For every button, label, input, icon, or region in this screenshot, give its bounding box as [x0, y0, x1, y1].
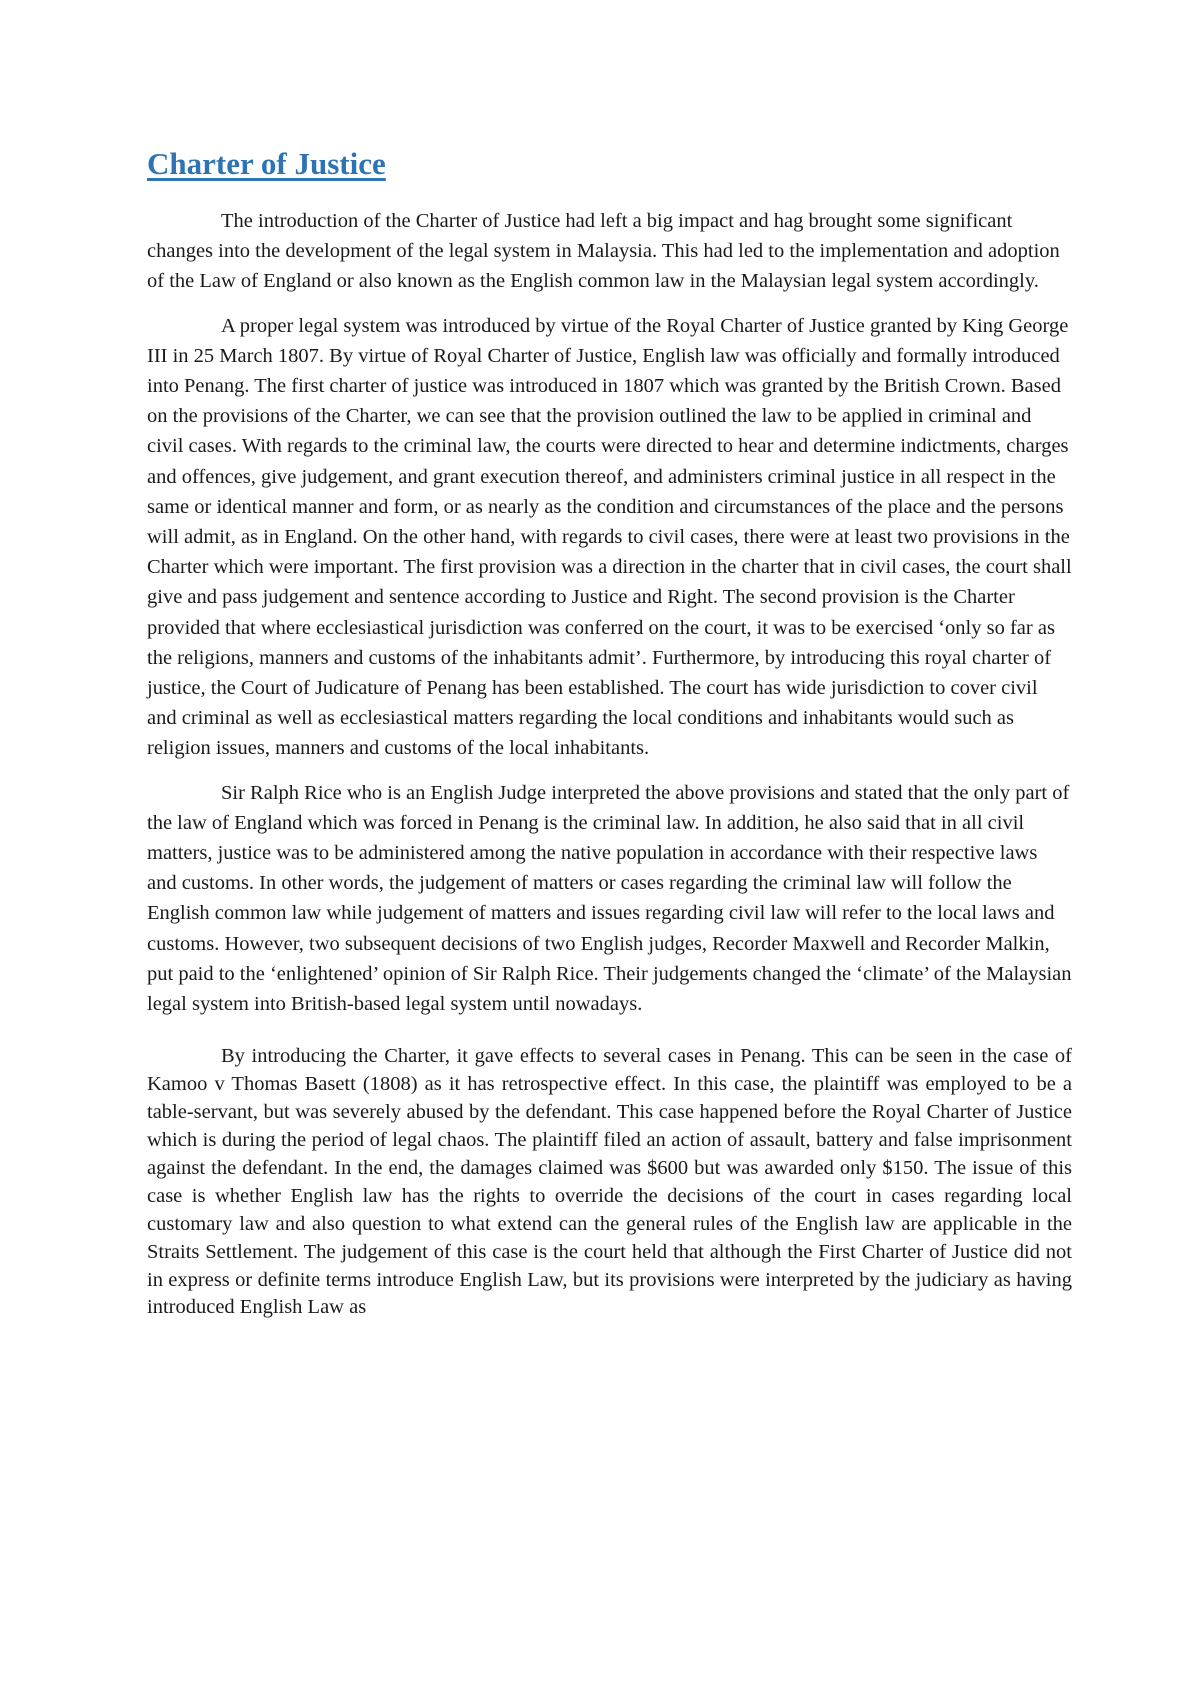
paragraph-kamoo-case: By introducing the Charter, it gave effects to several cases in Penang. This can be seen in the case of Kamoo v Thomas Basett (1808) as it has retrospective effect. In this case, the plaintiff was employed to be a table-servant, but was severely abused by the defendant. This case happened before the Royal Charter of Justice which is during the period of legal chaos. The plaintiff filed an action of assault, battery and false imprisonment against the defendant. In the end, the damages claimed was $600 but was awarded only $150. The issue of this case is whether English law has the rights to override the decisions of the court in cases regarding local customary law and also question to what extend can the general rules of the English law are applicable in the Straits Settlement. The judgement of this case is the court held that although the First Charter of Justice did not in express or definite terms introduce English Law, but its provisions were interpreted by the judiciary as having introduced English Law as — [147, 1045, 1072, 1319]
paragraph-introduction: The introduction of the Charter of Justice had left a big impact and hag brought some significant changes into the development of the legal system in Malaysia. This had led to the implementation and adoption of the Law of England or also known as the English common law in the Malaysian legal system accordingly. — [147, 210, 1060, 293]
paragraph-sir-ralph-rice: Sir Ralph Rice who is an English Judge interpreted the above provisions and stated that the only part of the law of England which was forced in Penang is the criminal law. In addition, he also said that in all civil matters, justice was to be administered among the native population in accordance with their respective laws and customs. In other words, the judgement of matters or cases regarding the criminal law will follow the English common law while judgement of matters and issues regarding civil law will refer to the local laws and customs. However, two subsequent decisions of two English judges, Recorder Maxwell and Recorder Malkin, put paid to the ‘enlightened’ opinion of Sir Ralph Rice. Their judgements changed the ‘climate’ of the Malaysian legal system into British-based legal system until nowadays. — [147, 781, 1072, 1016]
paragraph-royal-charter: A proper legal system was introduced by virtue of the Royal Charter of Justice granted by King George III in 25 March 1807. By virtue of Royal Charter of Justice, English law was officially and formally introduced into Penang. The first charter of justice was introduced in 1807 which was granted by the British Crown. Based on the provisions of the Charter, we can see that the provision outlined the law to be applied in criminal and civil cases. With regards to the criminal law, the courts were directed to hear and determine indictments, charges and offences, give judgement, and grant execution thereof, and administers criminal justice in all respect in the same or identical manner and form, or as nearly as the condition and circumstances of the place and the persons will admit, as in England. On the other hand, with regards to civil cases, there were at least two provisions in the Charter which were important. The first provision was a direction in the charter that in civil cases, the court shall give and pass judgement and sentence according to Justice and Right. The second provision is the Charter provided that where ecclesiastical jurisdiction was conferred on the court, it was to be exercised ‘only so far as the religions, manners and customs of the inhabitants admit’. Furthermore, by introducing this royal charter of justice, the Court of Judicature of Penang has been established. The court has wide jurisdiction to cover civil and criminal as well as ecclesiastical matters regarding the local conditions and inhabitants would such as religion issues, manners and customs of the local inhabitants. — [147, 314, 1072, 760]
document-title: Charter of Justice — [147, 146, 386, 181]
document-body — [147, 206, 1072, 1336]
